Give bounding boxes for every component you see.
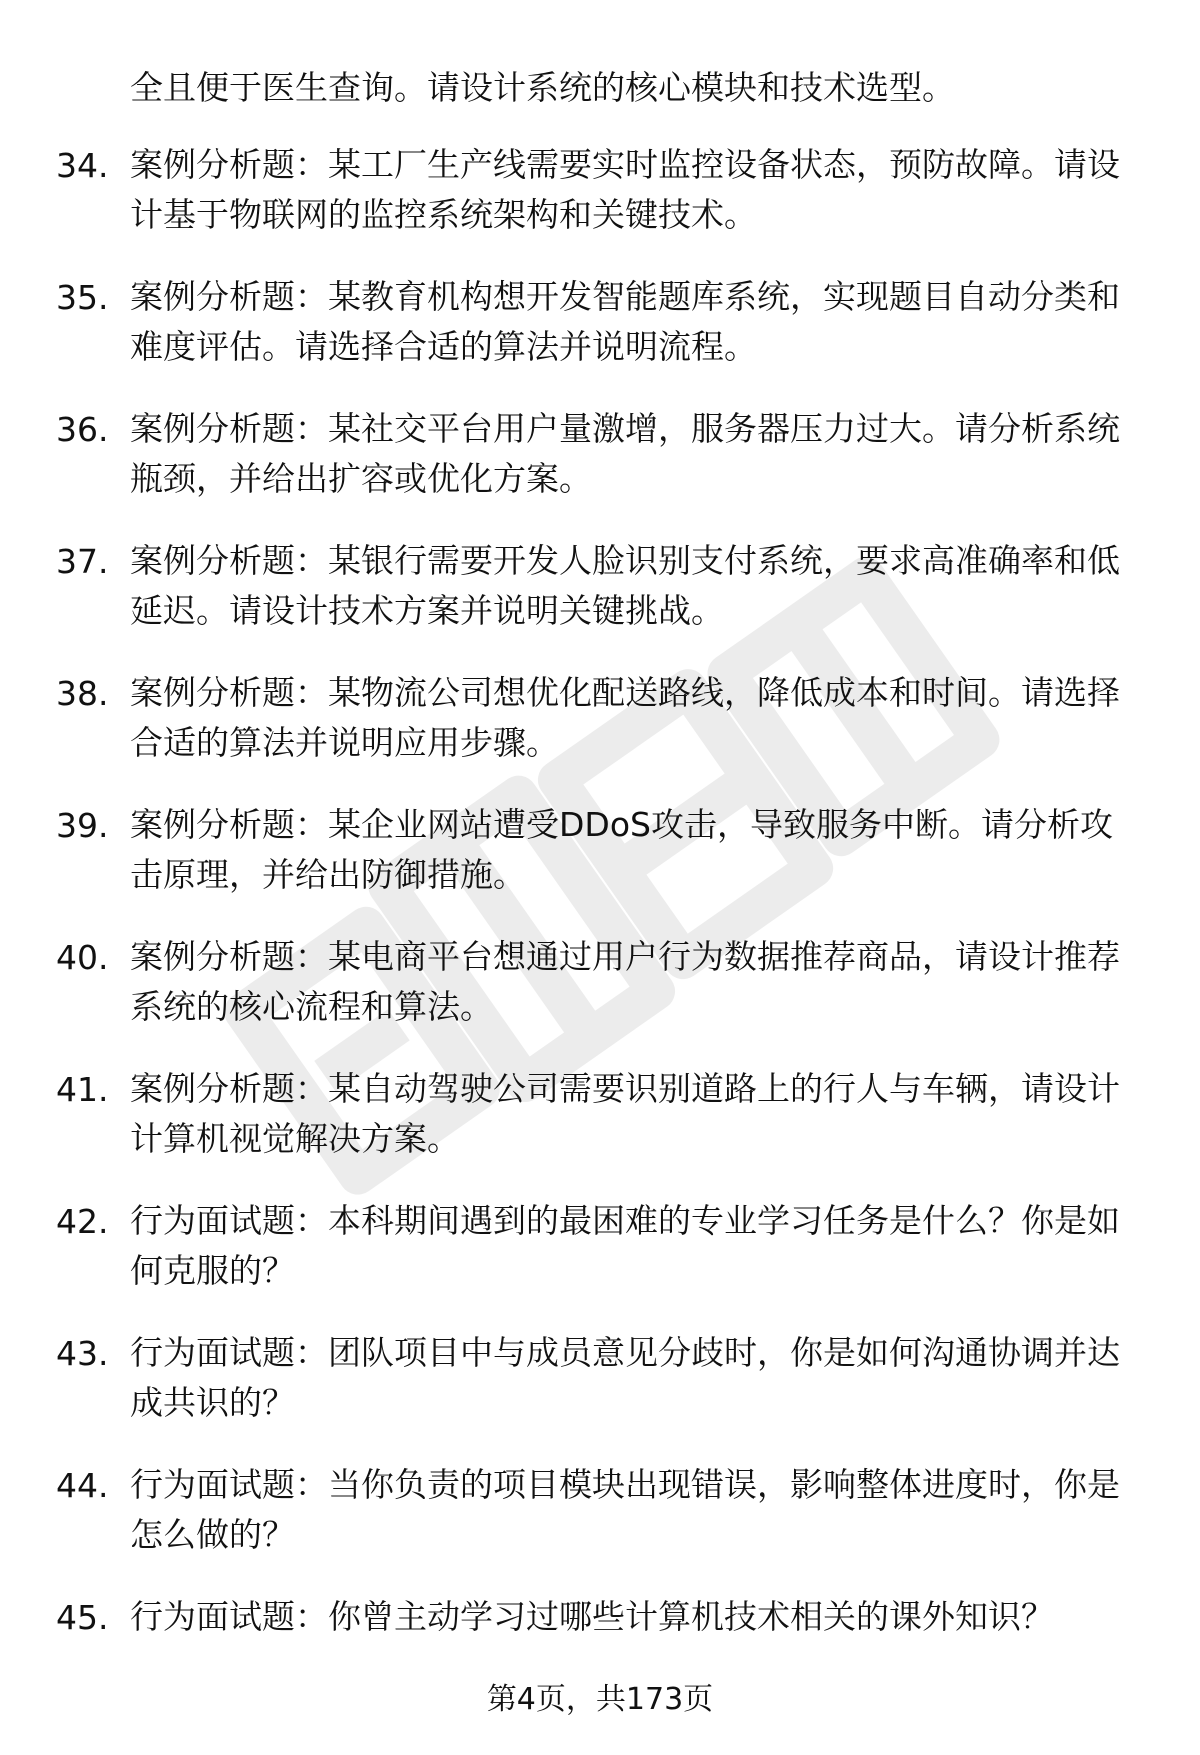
question-text: 案例分析题：某电商平台想通过用户行为数据推荐商品，请设计推荐系统的核心流程和算法。 [130,937,1120,1026]
question-item [0,140,1200,272]
question-text: 行为面试题：你曾主动学习过哪些计算机技术相关的课外知识？ [130,1597,1054,1636]
question-item [0,536,1200,668]
page-footer: 第4页，共173页 [486,1682,714,1717]
question-text: 案例分析题：某自动驾驶公司需要识别道路上的行人与车辆，请设计计算机视觉解决方案。 [130,1069,1120,1158]
question-list [0,140,1200,1724]
question-text: 行为面试题：团队项目中与成员意见分歧时，你是如何沟通协调并达成共识的？ [130,1333,1120,1422]
question-number: 38. [56,674,109,713]
question-number: 39. [56,806,109,845]
question-number: 36. [56,410,109,449]
question-text: 案例分析题：某银行需要开发人脸识别支付系统，要求高准确率和低延迟。请设计技术方案并说明关键挑战。 [130,541,1120,630]
question-text: 案例分析题：某教育机构想开发智能题库系统，实现题目自动分类和难度评估。请选择合适的算法并说明流程。 [130,277,1120,366]
question-item [0,1196,1200,1328]
question-item [0,800,1200,932]
question-item [0,404,1200,536]
question-text: 案例分析题：某企业网站遭受DDoS攻击，导致服务中断。请分析攻击原理，并给出防御措施。 [130,805,1113,894]
continued-question-text: 全且便于医生查询。请设计系统的核心模块和技术选型。 [130,68,955,107]
question-item [0,1064,1200,1196]
question-number: 35. [56,278,109,317]
question-number: 44. [56,1466,109,1505]
question-text: 案例分析题：某工厂生产线需要实时监控设备状态，预防故障。请设计基于物联网的监控系统架构和关键技术。 [130,145,1120,234]
question-item [0,668,1200,800]
question-number: 37. [56,542,109,581]
question-number: 34. [56,146,109,185]
question-text: 案例分析题：某物流公司想优化配送路线，降低成本和时间。请选择合适的算法并说明应用步骤。 [130,673,1120,762]
question-item [0,1460,1200,1592]
question-number: 41. [56,1070,109,1109]
question-item [0,932,1200,1064]
question-item [0,1328,1200,1460]
question-number: 40. [56,938,109,977]
question-text: 行为面试题：本科期间遇到的最困难的专业学习任务是什么？你是如何克服的？ [130,1201,1120,1290]
question-text: 行为面试题：当你负责的项目模块出现错误，影响整体进度时，你是怎么做的？ [130,1465,1120,1554]
question-item [0,272,1200,404]
question-number: 45. [56,1598,109,1637]
question-text: 案例分析题：某社交平台用户量激增，服务器压力过大。请分析系统瓶颈，并给出扩容或优化方案。 [130,409,1120,498]
question-number: 43. [56,1334,109,1373]
question-number: 42. [56,1202,109,1241]
